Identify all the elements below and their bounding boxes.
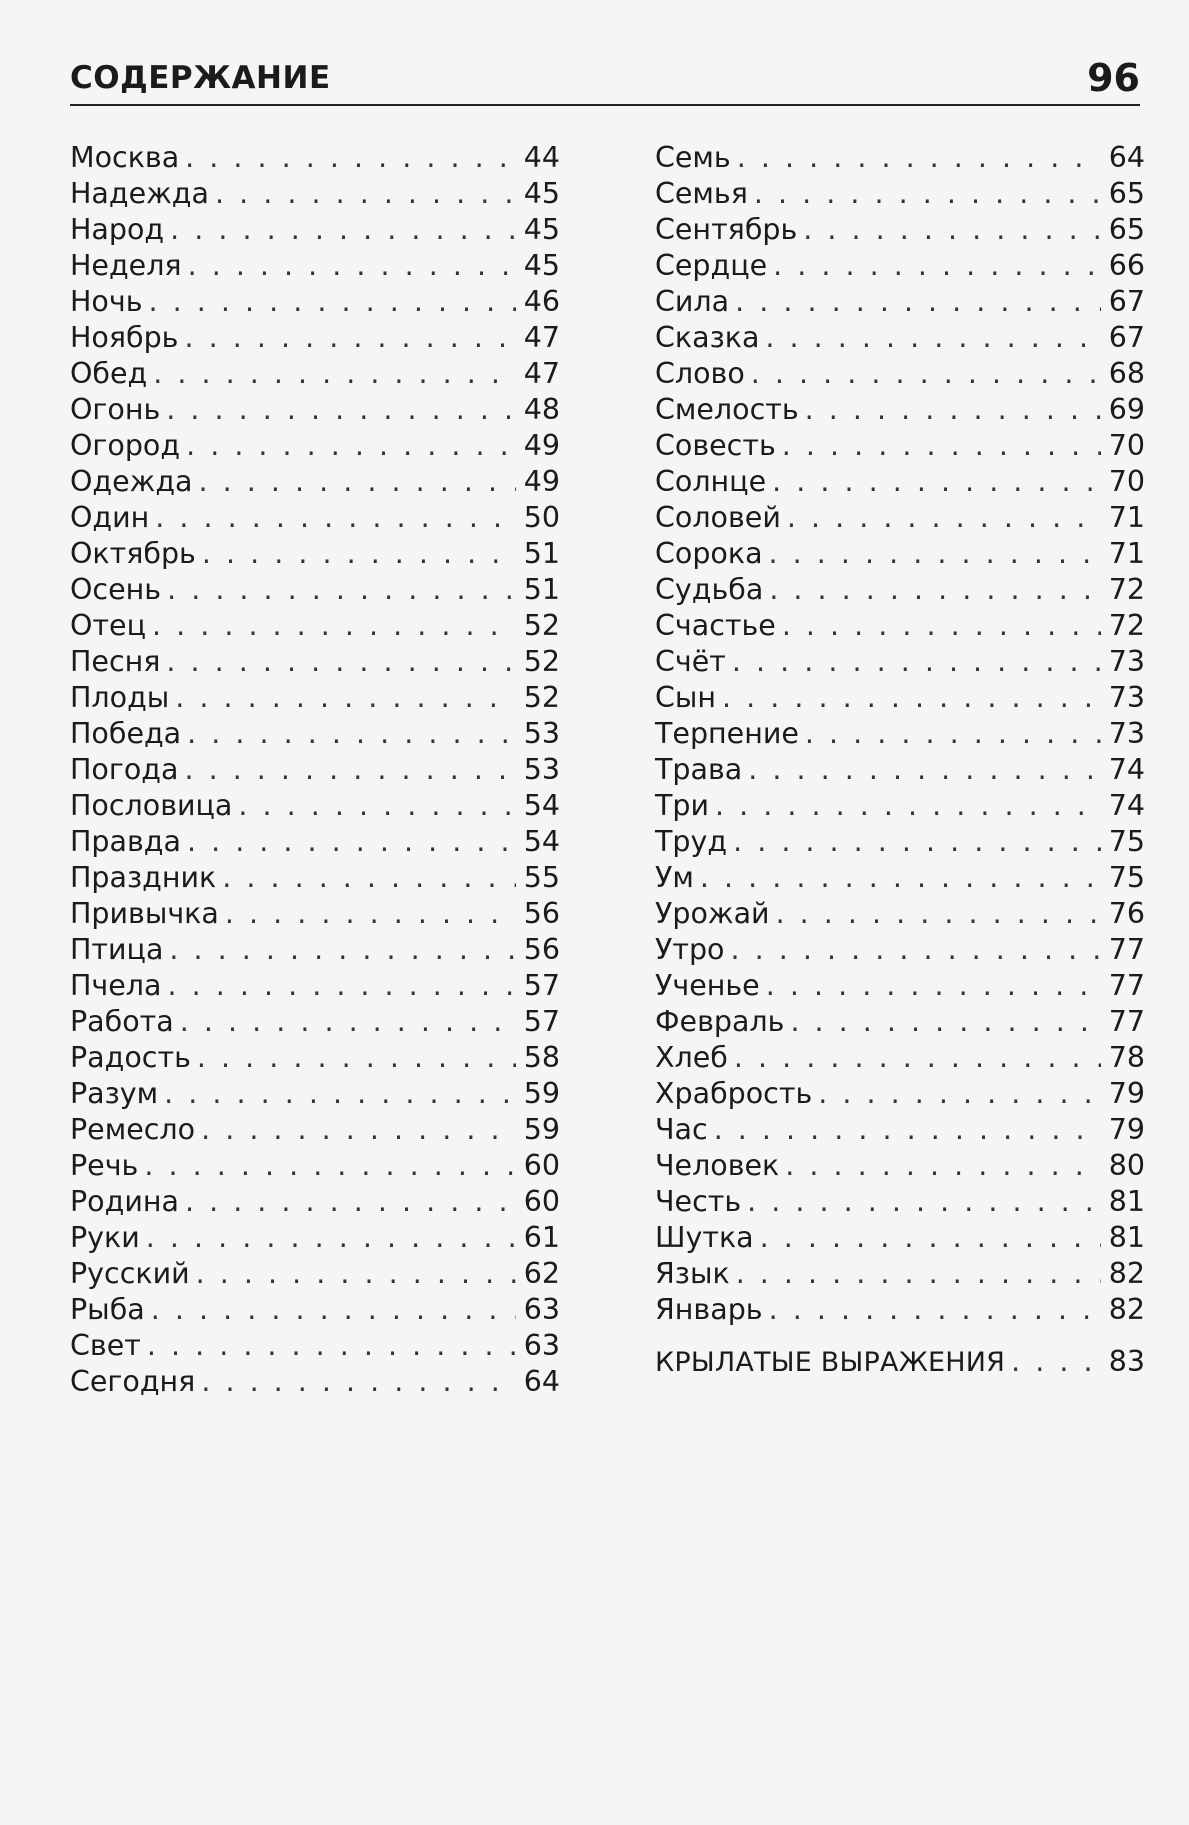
toc-entry-term: Сентябрь (655, 213, 798, 246)
toc-entry-page: 52 (523, 609, 560, 642)
toc-entry-page: 71 (1108, 537, 1145, 570)
dot-leader (153, 356, 516, 392)
toc-entry-page: 59 (523, 1113, 560, 1146)
dot-leader (735, 284, 1101, 320)
toc-entry-term: Привычка (70, 897, 219, 930)
dot-leader (747, 1184, 1101, 1220)
toc-entry-term: Труд (655, 825, 728, 858)
toc-entry-page: 83 (1108, 1345, 1145, 1378)
toc-entry-page: 54 (523, 825, 560, 858)
toc-entry-term: Утро (655, 933, 725, 966)
toc-entry (70, 572, 560, 608)
toc-entry (70, 1148, 560, 1184)
toc-entry-page: 45 (523, 249, 560, 282)
toc-entry-page: 60 (523, 1185, 560, 1218)
toc-entry-term: Праздник (70, 861, 217, 894)
toc-entry-page: 80 (1108, 1149, 1145, 1182)
toc-entry-term: Сегодня (70, 1365, 196, 1398)
toc-entry-page: 54 (523, 789, 560, 822)
dot-leader (734, 1040, 1101, 1076)
dot-leader (146, 1220, 516, 1256)
dot-leader (782, 428, 1101, 464)
dot-leader (805, 716, 1101, 752)
toc-entry (70, 716, 560, 752)
toc-entry-page: 57 (523, 969, 560, 1002)
toc-entry (70, 752, 560, 788)
toc-entry (655, 680, 1145, 716)
toc-entry-term: Совесть (655, 429, 776, 462)
toc-entry-term: Урожай (655, 897, 770, 930)
dot-leader (818, 1076, 1101, 1112)
toc-entry-term: Солнце (655, 465, 767, 498)
dot-leader (225, 896, 516, 932)
toc-entry (655, 572, 1145, 608)
dot-leader (714, 1112, 1101, 1148)
toc-entry-term: Осень (70, 573, 162, 606)
dot-leader (782, 608, 1101, 644)
toc-entry-page: 45 (523, 177, 560, 210)
toc-entry (655, 1076, 1145, 1112)
toc-entry (655, 932, 1145, 968)
toc-entry-page: 51 (523, 573, 560, 606)
dot-leader (731, 932, 1102, 968)
dot-leader (188, 248, 516, 284)
toc-entry-page: 77 (1108, 1005, 1145, 1038)
toc-entry-term: Сын (655, 681, 717, 714)
toc-entry (70, 1328, 560, 1364)
toc-entry-page: 50 (523, 501, 560, 534)
toc-entry (70, 392, 560, 428)
toc-entry (655, 176, 1145, 212)
toc-entry (70, 176, 560, 212)
toc-entry-term: Огонь (70, 393, 161, 426)
toc-entry-term: Разум (70, 1077, 159, 1110)
dot-leader (751, 356, 1101, 392)
toc-entry (655, 212, 1145, 248)
toc-entry-page: 79 (1108, 1077, 1145, 1110)
dot-leader (754, 176, 1101, 212)
toc-entry-page: 79 (1108, 1113, 1145, 1146)
toc-entry-term: Слово (655, 357, 745, 390)
toc-entry (70, 608, 560, 644)
toc-entry-term: Семья (655, 177, 748, 210)
dot-leader (147, 1328, 516, 1364)
toc-entry-term: Соловей (655, 501, 781, 534)
toc-entry-term: Обед (70, 357, 148, 390)
toc-entry-term: Сила (655, 285, 730, 318)
dot-leader (164, 1076, 516, 1112)
toc-entry (70, 644, 560, 680)
page-header (70, 56, 1140, 106)
dot-leader (184, 320, 516, 356)
dot-leader (197, 1040, 516, 1076)
toc-entry-page: 49 (523, 465, 560, 498)
toc-entry (70, 464, 560, 500)
toc-entry (655, 248, 1145, 284)
toc-entry (70, 1364, 560, 1400)
toc-entry-term: Пчела (70, 969, 162, 1002)
dot-leader (769, 536, 1101, 572)
toc-entry-page: 67 (1108, 321, 1145, 354)
toc-entry-page: 73 (1108, 717, 1145, 750)
toc-entry-page: 58 (523, 1041, 560, 1074)
toc-entry-page: 67 (1108, 285, 1145, 318)
toc-entry-term: Хлеб (655, 1041, 728, 1074)
toc-entry-page: 73 (1108, 645, 1145, 678)
toc-entry-page: 75 (1108, 825, 1145, 858)
dot-leader (199, 464, 516, 500)
toc-entry-page: 47 (523, 357, 560, 390)
page-title: СОДЕРЖАНИЕ (70, 60, 331, 96)
toc-entry (70, 788, 560, 824)
page-number: 96 (1087, 56, 1140, 100)
toc-entry-term: Речь (70, 1149, 139, 1182)
toc-entry-term: Ремесло (70, 1113, 196, 1146)
toc-entry-term: Плоды (70, 681, 170, 714)
toc-entry (655, 284, 1145, 320)
toc-entry-term: Сорока (655, 537, 763, 570)
toc-entry-term: Октябрь (70, 537, 196, 570)
toc-entry-page: 69 (1108, 393, 1145, 426)
dot-leader (769, 572, 1101, 608)
toc-entry (655, 320, 1145, 356)
toc-entry-term: Руки (70, 1221, 140, 1254)
dot-leader (766, 968, 1101, 1004)
toc-entry-page: 82 (1108, 1293, 1145, 1326)
dot-leader (187, 716, 516, 752)
dot-leader (785, 1148, 1101, 1184)
toc-entry (70, 680, 560, 716)
dot-leader (166, 644, 516, 680)
dot-leader (787, 500, 1101, 536)
dot-leader (215, 176, 516, 212)
toc-entry-page: 65 (1108, 177, 1145, 210)
toc-entry-term: Свет (70, 1329, 141, 1362)
toc-entry (655, 896, 1145, 932)
toc-left-column (70, 140, 560, 1400)
dot-leader (170, 212, 516, 248)
toc-entry-term: Огород (70, 429, 181, 462)
toc-entry (70, 1220, 560, 1256)
dot-leader (202, 536, 516, 572)
dot-leader (1011, 1344, 1101, 1380)
toc-entry-term: Язык (655, 1257, 730, 1290)
toc-entry (655, 644, 1145, 680)
toc-entry (655, 752, 1145, 788)
toc-entry-term: Отец (70, 609, 146, 642)
dot-leader (737, 140, 1101, 176)
toc-entry-page: 53 (523, 717, 560, 750)
dot-leader (151, 1292, 516, 1328)
dot-leader (772, 464, 1101, 500)
toc-entry-page: 52 (523, 645, 560, 678)
toc-entry-page: 57 (523, 1005, 560, 1038)
toc-entry-page: 65 (1108, 213, 1145, 246)
toc-entry-page: 64 (523, 1365, 560, 1398)
toc-entry-term: Неделя (70, 249, 182, 282)
toc-entry (655, 536, 1145, 572)
dot-leader (776, 896, 1101, 932)
toc-entry (70, 1184, 560, 1220)
toc-entry-page: 74 (1108, 789, 1145, 822)
dot-leader (769, 1292, 1101, 1328)
toc-entry (655, 824, 1145, 860)
toc-entry-term: Победа (70, 717, 182, 750)
toc-entry (655, 1256, 1145, 1292)
toc-entry-term: Сказка (655, 321, 760, 354)
toc-entry-page: 77 (1108, 933, 1145, 966)
toc-entry-page: 47 (523, 321, 560, 354)
toc-entry-page: 55 (523, 861, 560, 894)
toc-entry-page: 81 (1108, 1185, 1145, 1218)
toc-entry-term: Три (655, 789, 710, 822)
toc-entry (655, 392, 1145, 428)
toc-entry-term: Семь (655, 141, 731, 174)
dot-leader (169, 932, 516, 968)
toc-entry-page: 73 (1108, 681, 1145, 714)
toc-entry-term: Терпение (655, 717, 799, 750)
toc-entry (655, 464, 1145, 500)
toc-entry (655, 860, 1145, 896)
toc-entry-term: Храбрость (655, 1077, 813, 1110)
dot-leader (155, 500, 516, 536)
dot-leader (715, 788, 1101, 824)
toc-entry (655, 968, 1145, 1004)
dot-leader (166, 392, 516, 428)
toc-entry-term: Русский (70, 1257, 190, 1290)
toc-entry-page: 64 (1108, 141, 1145, 174)
toc-entry (70, 248, 560, 284)
toc-entry-page: 62 (523, 1257, 560, 1290)
toc-entry-term: Правда (70, 825, 181, 858)
dot-leader (700, 860, 1101, 896)
dot-leader (184, 752, 516, 788)
dot-leader (732, 644, 1101, 680)
dot-leader (201, 1364, 516, 1400)
toc-entry (655, 1292, 1145, 1328)
dot-leader (167, 572, 516, 608)
toc-entry-page: 75 (1108, 861, 1145, 894)
toc-entry (655, 788, 1145, 824)
toc-entry-term: Радость (70, 1041, 191, 1074)
dot-leader (196, 1256, 516, 1292)
toc-entry-term: Ум (655, 861, 694, 894)
toc-entry (70, 320, 560, 356)
dot-leader (201, 1112, 516, 1148)
toc-entry-term: Ноябрь (70, 321, 179, 354)
toc-entry-page: 68 (1108, 357, 1145, 390)
toc-entry-page: 77 (1108, 969, 1145, 1002)
toc-entry (655, 1112, 1145, 1148)
toc-entry-page: 52 (523, 681, 560, 714)
toc-entry-term: Трава (655, 753, 743, 786)
toc-entry-page: 70 (1108, 429, 1145, 462)
dot-leader (733, 824, 1101, 860)
toc-entry-page: 72 (1108, 609, 1145, 642)
toc-entry (70, 428, 560, 464)
toc-entry (70, 1112, 560, 1148)
toc-entry (655, 1004, 1145, 1040)
toc-entry (70, 212, 560, 248)
dot-leader (152, 608, 516, 644)
toc-entry-page: 61 (523, 1221, 560, 1254)
toc-entry-term: Ученье (655, 969, 760, 1002)
toc-entry (70, 968, 560, 1004)
dot-leader (805, 392, 1101, 428)
toc-entry-page: 63 (523, 1293, 560, 1326)
toc-entry (655, 716, 1145, 752)
toc-entry-term: Один (70, 501, 150, 534)
toc-entry (70, 356, 560, 392)
toc-entry (70, 1076, 560, 1112)
toc-entry-page: 63 (523, 1329, 560, 1362)
dot-leader (722, 680, 1101, 716)
toc-entry-page: 66 (1108, 249, 1145, 282)
toc-entry (655, 500, 1145, 536)
toc-entry-page: 82 (1108, 1257, 1145, 1290)
dot-leader (238, 788, 516, 824)
toc-entry-term: Февраль (655, 1005, 785, 1038)
toc-entry-page: 48 (523, 393, 560, 426)
toc-entry (70, 1292, 560, 1328)
dot-leader (175, 680, 516, 716)
toc-entry-term: Час (655, 1113, 708, 1146)
toc-entry (70, 1004, 560, 1040)
dot-leader (748, 752, 1101, 788)
toc-entry-term: Погода (70, 753, 179, 786)
toc-entry-term: Счёт (655, 645, 726, 678)
toc-right-column (655, 140, 1145, 1380)
toc-entry (655, 140, 1145, 176)
toc-entry (655, 1184, 1145, 1220)
toc-entry-term: Смелость (655, 393, 799, 426)
dot-leader (773, 248, 1101, 284)
dot-leader (185, 140, 516, 176)
toc-entry-term: Народ (70, 213, 165, 246)
dot-leader (760, 1220, 1101, 1256)
toc-entry (70, 536, 560, 572)
toc-entry (655, 608, 1145, 644)
toc-entry-term: Пословица (70, 789, 233, 822)
dot-leader (187, 824, 516, 860)
toc-entry-page: 56 (523, 897, 560, 930)
toc-entry-page: 76 (1108, 897, 1145, 930)
toc-entry-page: 71 (1108, 501, 1145, 534)
toc-section-entry (655, 1344, 1145, 1380)
toc-entry-page: 56 (523, 933, 560, 966)
toc-entry-term: Честь (655, 1185, 742, 1218)
toc-entry (655, 1040, 1145, 1076)
dot-leader (765, 320, 1101, 356)
toc-entry-page: 78 (1108, 1041, 1145, 1074)
toc-entry-page: 60 (523, 1149, 560, 1182)
toc-entry-page: 81 (1108, 1221, 1145, 1254)
toc-entry-page: 72 (1108, 573, 1145, 606)
toc-entry-term: Январь (655, 1293, 763, 1326)
toc-entry-page: 59 (523, 1077, 560, 1110)
toc-entry (70, 500, 560, 536)
dot-leader (186, 428, 516, 464)
toc-entry-term: Счастье (655, 609, 776, 642)
toc-entry-term: Сердце (655, 249, 768, 282)
toc-entry (655, 356, 1145, 392)
toc-entry-term: КРЫЛАТЫЕ ВЫРАЖЕНИЯ (655, 1347, 1006, 1378)
toc-entry (70, 932, 560, 968)
toc-entry-term: Птица (70, 933, 164, 966)
dot-leader (790, 1004, 1101, 1040)
toc-entry (655, 1220, 1145, 1256)
toc-entry-page: 74 (1108, 753, 1145, 786)
toc-entry-term: Человек (655, 1149, 780, 1182)
dot-leader (144, 1148, 516, 1184)
toc-entry (70, 1040, 560, 1076)
toc-entry-term: Песня (70, 645, 161, 678)
toc-entry (70, 896, 560, 932)
toc-entry-term: Шутка (655, 1221, 754, 1254)
toc-entry-term: Надежда (70, 177, 209, 210)
dot-leader (167, 968, 516, 1004)
toc-entry-term: Москва (70, 141, 180, 174)
toc-entry-page: 49 (523, 429, 560, 462)
toc-entry (70, 824, 560, 860)
dot-leader (803, 212, 1101, 248)
toc-entry-page: 53 (523, 753, 560, 786)
toc-entry-page: 51 (523, 537, 560, 570)
dot-leader (180, 1004, 516, 1040)
toc-entry-term: Одежда (70, 465, 193, 498)
toc-entry-term: Работа (70, 1005, 174, 1038)
toc-entry (70, 1256, 560, 1292)
toc-entry-page: 70 (1108, 465, 1145, 498)
toc-entry-term: Рыба (70, 1293, 145, 1326)
dot-leader (149, 284, 516, 320)
toc-entry (655, 428, 1145, 464)
toc-entry-term: Ночь (70, 285, 143, 318)
toc-entry (70, 140, 560, 176)
dot-leader (185, 1184, 516, 1220)
toc-entry-term: Родина (70, 1185, 179, 1218)
dot-leader (222, 860, 516, 896)
toc-entry-term: Судьба (655, 573, 764, 606)
toc-entry-page: 45 (523, 213, 560, 246)
toc-entry (70, 860, 560, 896)
toc-entry-page: 46 (523, 285, 560, 318)
toc-entry (655, 1148, 1145, 1184)
toc-entry (70, 284, 560, 320)
toc-entry-page: 44 (523, 141, 560, 174)
dot-leader (736, 1256, 1101, 1292)
